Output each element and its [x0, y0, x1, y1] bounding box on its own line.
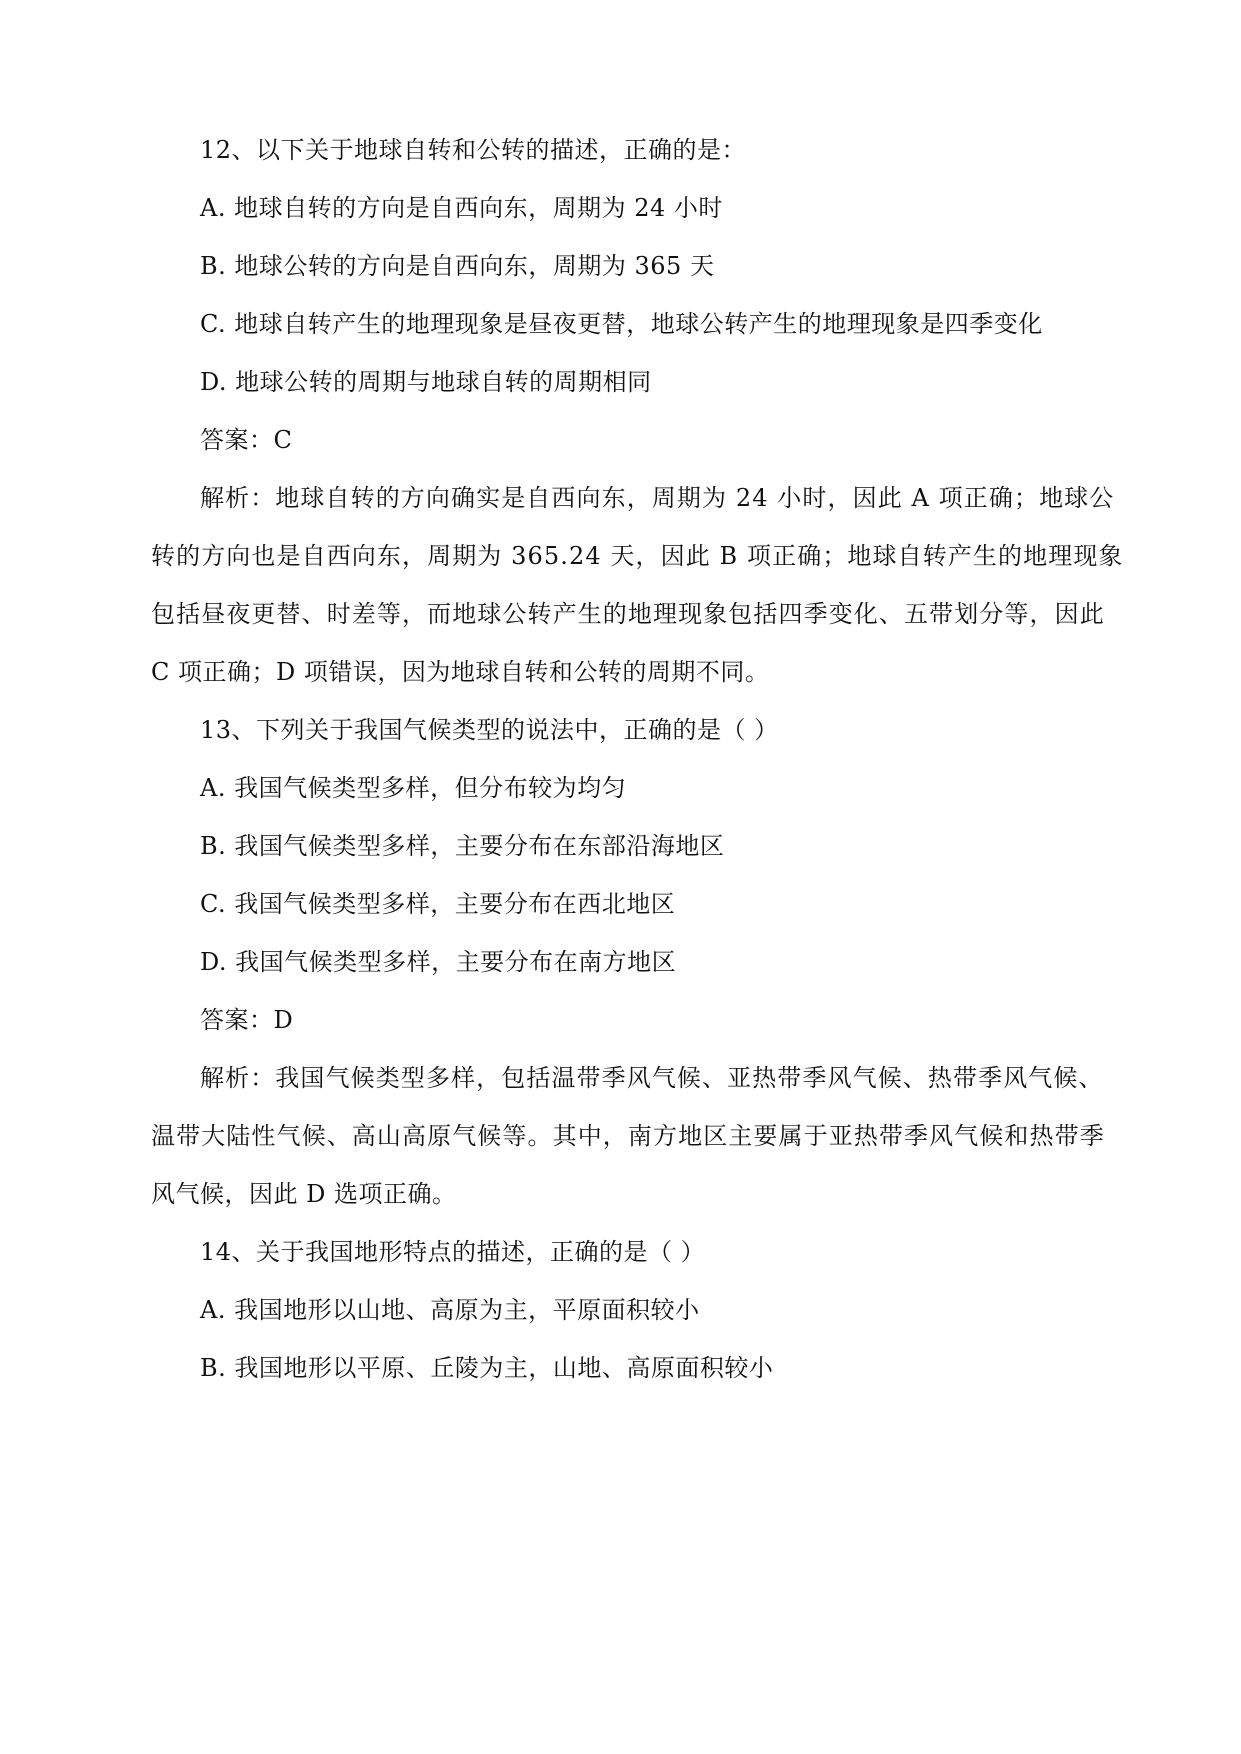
question-13-option-d: D. 我国气候类型多样，主要分布在南方地区 — [200, 948, 677, 976]
question-13-analysis-line-1: 解析：我国气候类型多样，包括温带季风气候、亚热带季风气候、热带季风气候、 — [200, 1064, 1104, 1092]
question-13-option-a: A. 我国气候类型多样，但分布较为均匀 — [200, 774, 627, 802]
question-12-analysis-line-3: 包括昼夜更替、时差等，而地球公转产生的地理现象包括四季变化、五带划分等，因此 — [151, 600, 1105, 628]
question-13-analysis-line-2: 温带大陆性气候、高山高原气候等。其中，南方地区主要属于亚热带季风气候和热带季 — [151, 1122, 1105, 1150]
question-14-stem: 14、关于我国地形特点的描述，正确的是（ ） — [200, 1238, 706, 1266]
question-12-answer: 答案：C — [200, 426, 293, 454]
question-12-analysis-line-4: C 项正确；D 项错误，因为地球自转和公转的周期不同。 — [151, 658, 770, 686]
question-12-analysis-line-1: 解析：地球自转的方向确实是自西向东，周期为 24 小时，因此 A 项正确；地球公 — [200, 484, 1115, 512]
question-13-option-b: B. 我国气候类型多样，主要分布在东部沿海地区 — [200, 832, 725, 860]
question-13-analysis-line-3: 风气候，因此 D 选项正确。 — [151, 1180, 457, 1208]
question-13-option-c: C. 我国气候类型多样，主要分布在西北地区 — [200, 890, 676, 918]
question-12-option-c: C. 地球自转产生的地理现象是昼夜更替，地球公转产生的地理现象是四季变化 — [200, 310, 1043, 338]
question-12-option-b: B. 地球公转的方向是自西向东，周期为 365 天 — [200, 252, 715, 280]
question-12-option-d: D. 地球公转的周期与地球自转的周期相同 — [200, 368, 652, 396]
question-12-option-a: A. 地球自转的方向是自西向东，周期为 24 小时 — [200, 194, 723, 222]
question-14-option-b: B. 我国地形以平原、丘陵为主，山地、高原面积较小 — [200, 1354, 774, 1382]
question-12-analysis-line-2: 转的方向也是自西向东，周期为 365.24 天，因此 B 项正确；地球自转产生的地理现象 — [151, 542, 1124, 570]
question-13-answer: 答案：D — [200, 1006, 294, 1034]
question-13-stem: 13、下列关于我国气候类型的说法中，正确的是（ ） — [200, 716, 779, 744]
question-12-stem: 12、以下关于地球自转和公转的描述，正确的是： — [200, 136, 747, 164]
question-14-option-a: A. 我国地形以山地、高原为主，平原面积较小 — [200, 1296, 700, 1324]
